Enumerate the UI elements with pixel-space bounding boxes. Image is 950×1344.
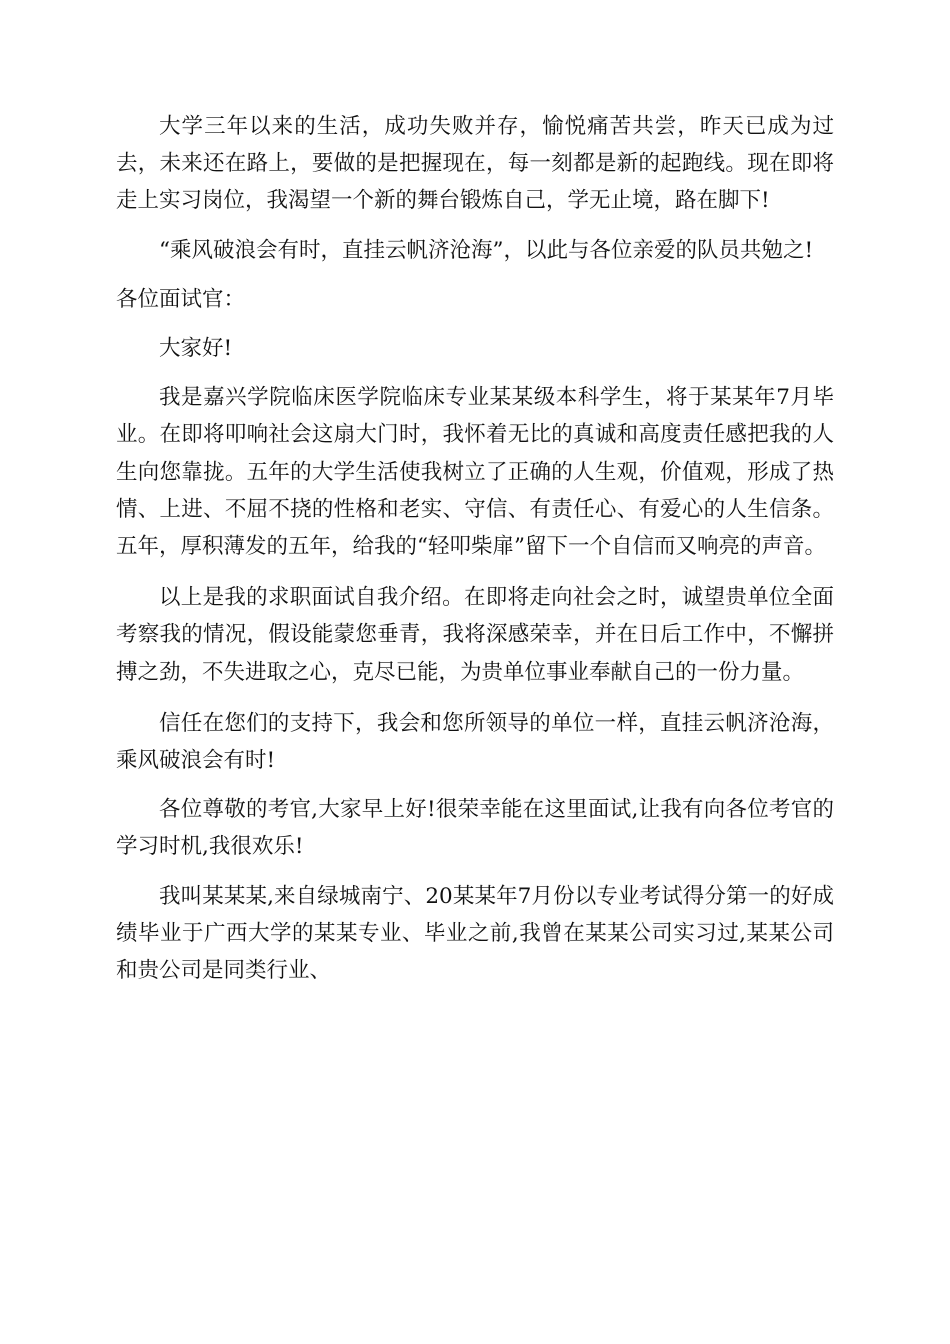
salutation-interviewers: 各位面试官： xyxy=(116,286,246,312)
paragraph-second-greeting: 各位尊敬的考官,大家早上好!很荣幸能在这里面试,让我有向各位考官的学习时机,我很欢乐! xyxy=(116,797,834,860)
paragraph-second-intro: 我叫某某某,来自绿城南宁、20某某年7月份以专业考试得分第一的好成绩毕业于广西大学的某某专业、毕业之前,我曾在某某公司实习过,某某公司和贵公司是同类行业、 xyxy=(116,883,834,984)
paragraph-trust: 信任在您们的支持下，我会和您所领导的单位一样，直挂云帆济沧海，乘风破浪会有时! xyxy=(116,710,834,774)
paragraph-motto: “乘风破浪会有时，直挂云帆济沧海”，以此与各位亲爱的队员共勉之! xyxy=(159,237,814,263)
document-page xyxy=(116,108,834,1001)
greeting: 大家好! xyxy=(159,336,233,362)
paragraph-college-life: 大学三年以来的生活，成功失败并存，愉悦痛苦共尝，昨天已成为过去，未来还在路上，要做的是把握现在，每一刻都是新的起跑线。现在即将走上实习岗位，我渴望一个新的舞台锻炼自己，学无止境，路在脚下! xyxy=(116,114,834,214)
paragraph-closing: 以上是我的求职面试自我介绍。在即将走向社会之时，诚望贵单位全面考察我的情况，假设能蒙您垂青，我将深感荣幸，并在日后工作中，不懈拼搏之劲，不失进取之心，克尽已能，为贵单位事业奉献自己的一份力量。 xyxy=(116,585,834,685)
paragraph-self-intro: 我是嘉兴学院临床医学院临床专业某某级本科学生，将于某某年7月毕业。在即将叩响社会这扇大门时，我怀着无比的真诚和高度责任感把我的人生向您靠拢。五年的大学生活使我树立了正确的人生观，价值观，形成了热情、上进、不屈不挠的性格和老实、守信、有责任心、有爱心的人生信条。五年，厚积薄发的五年，给我的“轻叩柴扉”留下一个自信而又响亮的声音。 xyxy=(116,385,834,560)
